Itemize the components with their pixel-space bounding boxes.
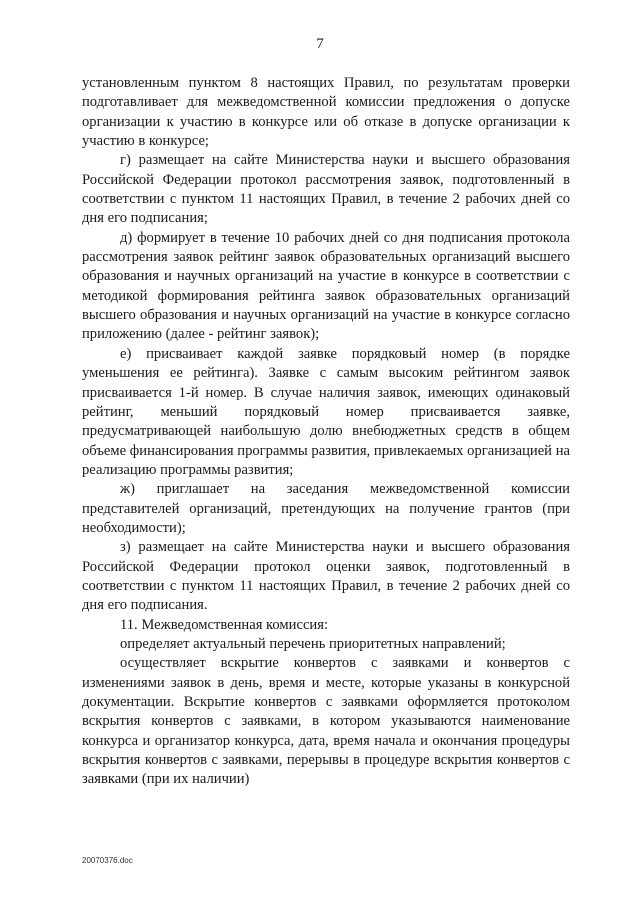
document-body	[82, 74, 570, 790]
paragraph-item-z: з) размещает на сайте Министерства науки и высшего образования Российской Федерации протокол оценки заявок, подготовленный в соответствии с пунктом 11 настоящих Правил, в течение 2 рабочих дней со дня его подписания.	[82, 539, 570, 614]
paragraph-item-e: е) присваивает каждой заявке порядковый номер (в порядке уменьшения ее рейтинга). Заявке с самым высоким рейтингом заявок присваивается 1-й номер. В случае наличия заявок, имеющих одинаковый рейтинг, меньший порядковый номер присваивается заявке, предусматривающей наибольшую долю внебюджетных средств в общем объеме финансирования программы развития, привлекаемых организацией на реализацию программы развития;	[82, 345, 570, 478]
paragraph-continuation: установленным пунктом 8 настоящих Правил, по результатам проверки подготавливает для межведомственной комиссии предложения о допуске организации к участию в конкурсе или об отказе в допуске организации к участию в конкурсе;	[82, 75, 570, 150]
paragraph-item-zh: ж) приглашает на заседания межведомственной комиссии представителей организаций, претендующих на получение грантов (при необходимости);	[82, 481, 570, 536]
paragraph-item-d: д) формирует в течение 10 рабочих дней со дня подписания протокола рассмотрения заявок рейтинг заявок образовательных организаций высшего образования и научных организаций на участие в конкурсе в соответствии с методикой формирования рейтинга заявок образовательных организаций высшего образования и научных организаций на участие в конкурсе согласно приложению (далее - рейтинг заявок);	[82, 229, 570, 343]
paragraph-section-11: 11. Межведомственная комиссия:	[120, 616, 329, 633]
paragraph-item-g: г) размещает на сайте Министерства науки и высшего образования Российской Федерации протокол рассмотрения заявок, подготовленный в соответствии с пунктом 11 настоящих Правил, в течение 2 рабочих дней со дня его подписания;	[82, 152, 570, 227]
page-number: 7	[316, 36, 324, 52]
file-footer: 20070376.doc	[82, 856, 133, 865]
paragraph-commission-duty-1: определяет актуальный перечень приоритетных направлений;	[120, 635, 506, 652]
paragraph-commission-duty-2: осуществляет вскрытие конвертов с заявками и конвертов с изменениями заявок в день, время и месте, которые указаны в конкурсной документации. Вскрытие конвертов с заявками оформляется протоколом вскрытия конвертов с заявками, в котором указываются наименование конкурса и организатор конкурса, дата, время начала и окончания процедуры вскрытия конвертов с заявками, перерывы в процедуре вскрытия конвертов с заявками (при их наличии)	[82, 655, 570, 788]
